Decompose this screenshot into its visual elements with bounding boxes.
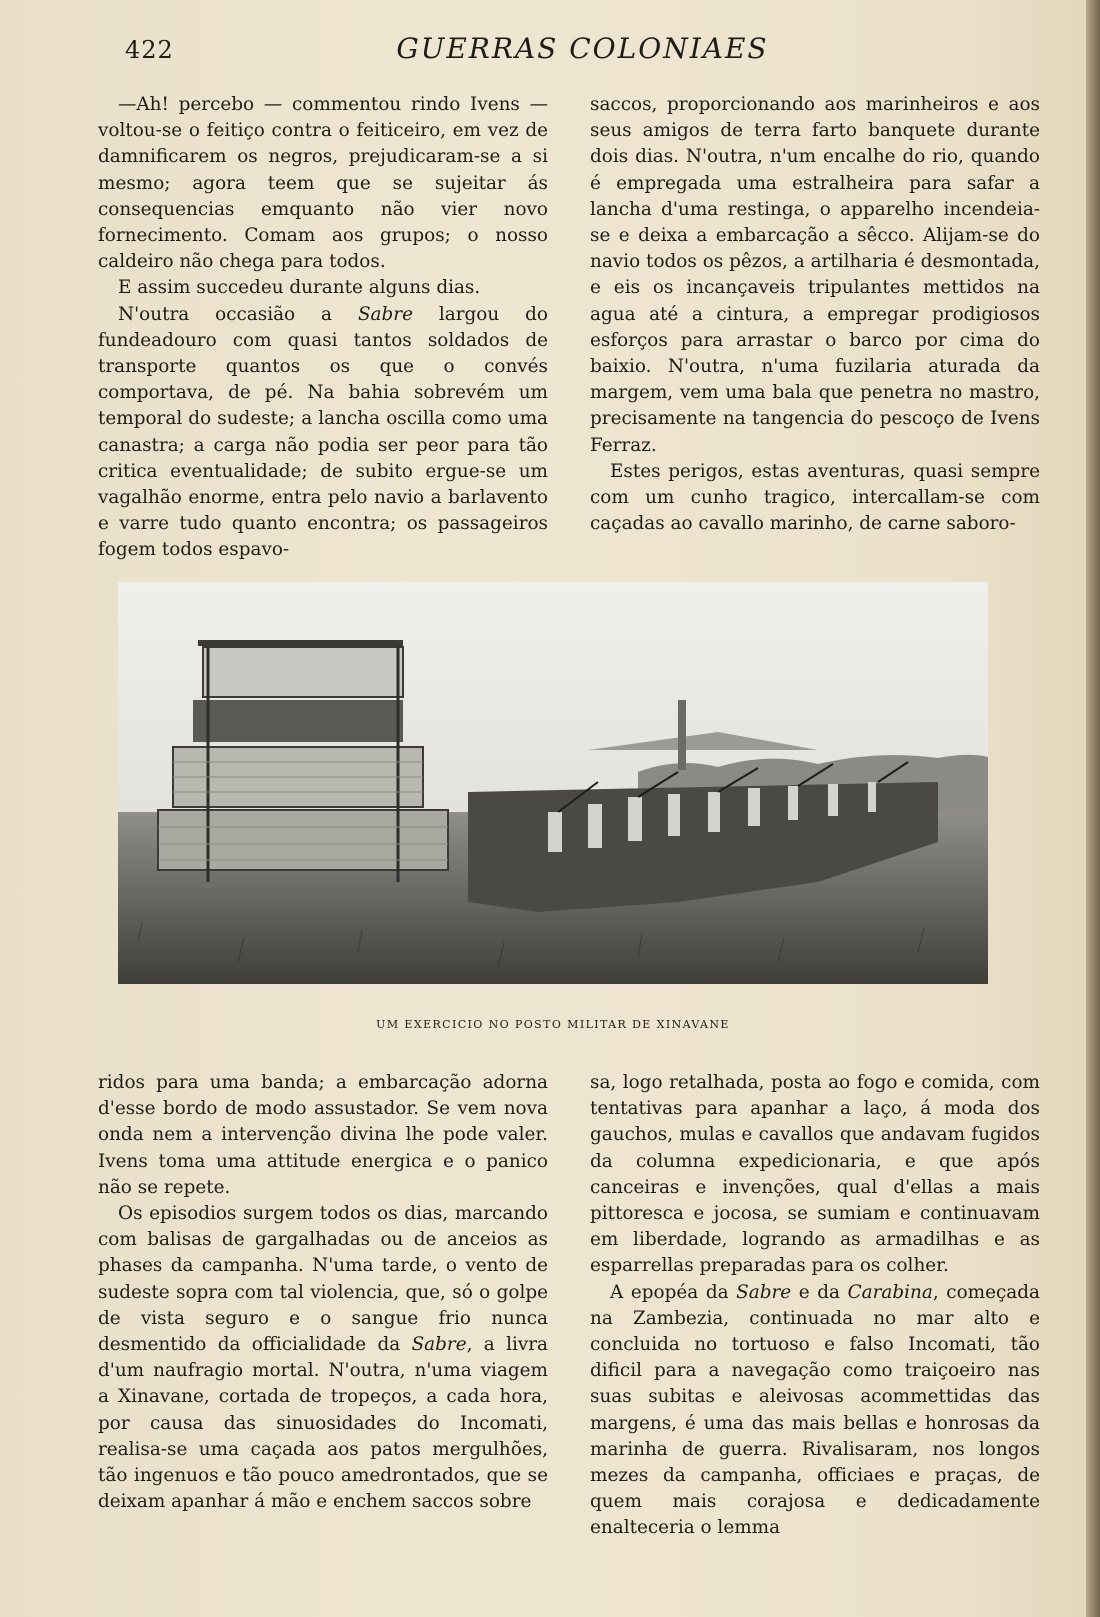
paragraph: saccos, proporcionando aos marinheiros e aos seus amigos de terra farto banquete durante dois dias. N'outra, n'um encalhe do rio, quando é empregada uma estralheira para safar a lancha d'uma restinga, o apparelho incendeia-se e deixa a embarcação a sêcco. Alijam-se do navio todos os pêzos, a artilharia é desmontada, e eis os incançaveis tripulantes mettidos na agua até a cintura, a empregar prodigiosos esforços para arrastar o barco por cima do baixio. N'outra, n'uma fuzilaria aturada da margem, vem uma bala que penetra no mastro, precisamente na tangencia do pescoço de Ivens Ferraz. [590,94,1040,456]
top-left-column [98,92,548,564]
running-title: GUERRAS COLONIAES [396,32,769,65]
book-spine-shadow [1086,0,1100,1617]
photo-caption: UM EXERCICIO NO POSTO MILITAR DE XINAVANE [376,1018,730,1031]
bottom-right-column [590,1070,1040,1542]
paragraph: Estes perigos, estas aventuras, quasi sempre com um cunho tragico, intercallam-se com caçadas ao cavallo marinho, de carne saboro- [590,460,1040,535]
bottom-left-column [98,1070,548,1515]
paragraph: N'outra occasião a Sabre largou do fundeadouro com quasi tantos soldados de transporte quantos os que o convés comportava, de pé. Na bahia sobrevém um temporal do sudeste; a lancha oscilla como uma canastra; a carga não podia ser peor para tão critica eventualidade; de subito ergue-se um vagalhão enorme, entra pelo navio a barlavento e varre tudo quanto encontra; os passageiros fogem todos espavo- [98,303,548,561]
top-right-column [590,92,1040,537]
ship-name: Sabre [357,303,413,325]
page-number: 422 [125,36,174,64]
paragraph: ridos para uma banda; a embarcação adorna d'esse bordo de modo assustador. Se vem nova onda nem a intervenção divina lhe pode valer. Ivens toma uma attitude energica e o panico não se repete. [98,1072,548,1198]
paragraph: —Ah! percebo — commentou rindo Ivens — voltou-se o feitiço contra o feiticeiro, em vez de damnificarem os negros, prejudicaram-se a si mesmo; agora teem que se sujeitar ás consequencias emquanto não vier novo fornecimento. Comam aos grupos; o nosso caldeiro não chega para todos. [98,94,548,273]
page-header [125,30,1040,70]
photo-illustration [118,582,988,984]
paragraph: sa, logo retalhada, posta ao fogo e comida, com tentativas para apanhar a laço, á moda dos gauchos, mulas e cavallos que andavam fugidos da columna expedicionaria, e que após canceiras e invenções, qual d'ellas a mais pittoresca e jocosa, se sumiam e continuavam em liberdade, logrando as armadilhas e as esparrellas preparadas para os colher. [590,1072,1040,1277]
paragraph: A epopéa da Sabre e da Carabina, começada na Zambezia, continuada no mar alto e concluida no tortuoso e falso Incomati, tão dificil para a navegação como traiçoeiro nas suas subitas e aleivosas acommettidas das margens, é uma das mais bellas e honrosas da marinha de guerra. Rivalisaram, nos longos mezes da campanha, officiaes e praças, de quem mais corajosa e dedicadamente enalteceria o lemma [590,1281,1040,1539]
ship-name: Sabre [736,1281,792,1303]
paragraph: E assim succedeu durante alguns dias. [118,277,481,299]
ship-name: Carabina [847,1281,933,1303]
photograph [118,582,988,984]
paragraph: Os episodios surgem todos os dias, marcando com balisas de gargalhadas ou de anceios as phases da campanha. N'uma tarde, o vento de sudeste sopra com tal violencia, que, só o golpe de vista seguro e o sangue frio nunca desmentido da officialidade da Sabre, a livra d'um naufragio mortal. N'outra, n'uma viagem a Xinavane, cortada de tropeços, a cada hora, por causa das sinuosidades do Incomati, realisa-se uma caçada aos patos mergulhões, tão ingenuos e tão pouco amedrontados, que se deixam apanhar á mão e enchem saccos sobre [98,1203,548,1513]
ship-name: Sabre [411,1334,467,1356]
